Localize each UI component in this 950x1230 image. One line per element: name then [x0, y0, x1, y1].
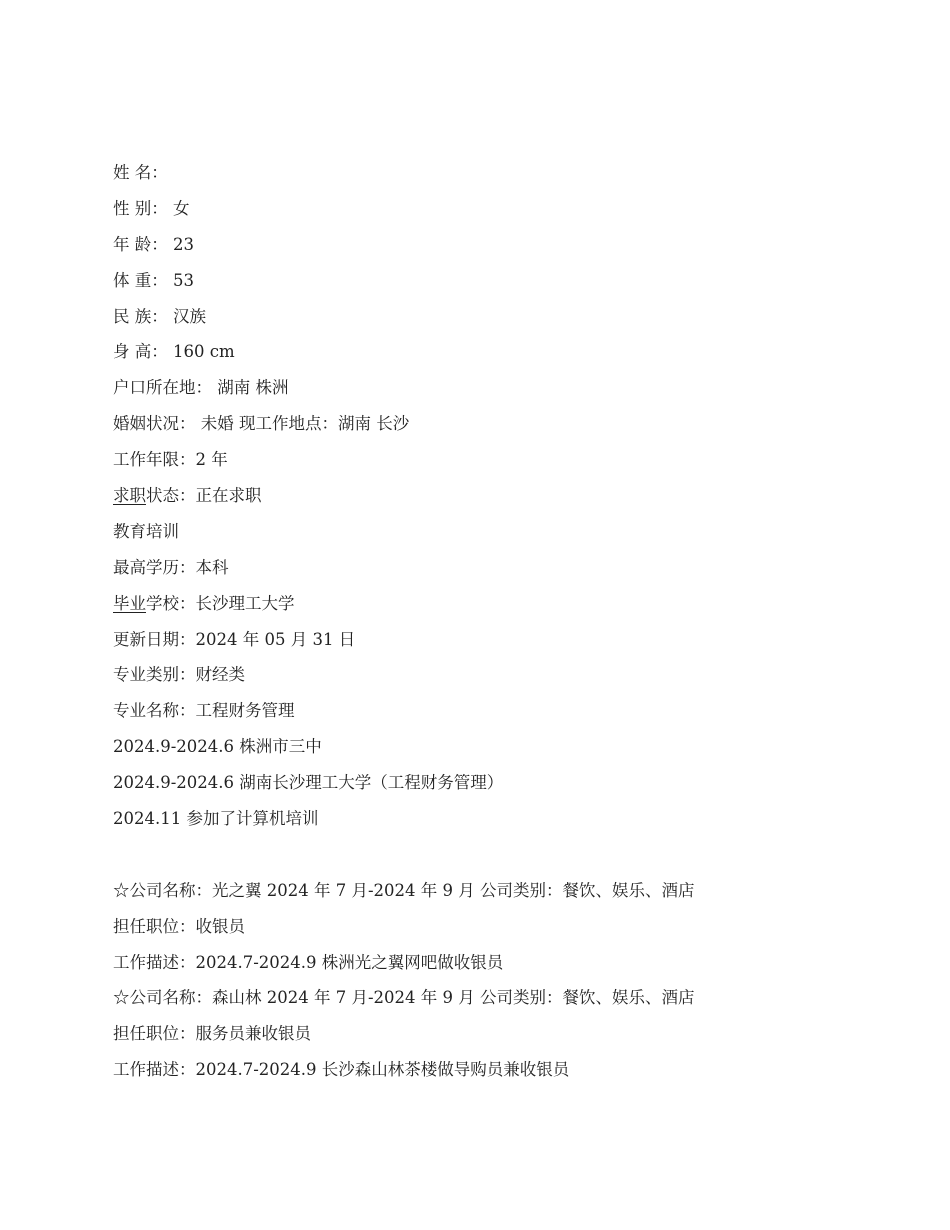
years-value: 2 年 — [195, 450, 228, 470]
status-value: 正在求职 — [195, 486, 262, 506]
status-line — [113, 478, 873, 514]
work-position-value: 收银员 — [195, 916, 245, 936]
age-value: 23 — [173, 234, 194, 254]
major-name-label: 专业名称： — [113, 701, 196, 721]
section-spacer — [113, 837, 873, 873]
status-label: 状态： — [146, 486, 196, 506]
updated-value: 2024 年 05 月 31 日 — [195, 629, 356, 649]
ethnicity-label: 民 族： — [113, 306, 168, 326]
education-history-item: 2024.11 参加了计算机培训 — [113, 809, 319, 829]
gender-value: 女 — [173, 198, 190, 218]
major-category-label: 专业类别： — [113, 665, 196, 685]
work-desc-label: 工作描述： — [113, 1060, 196, 1080]
work-desc-value: 2024.7-2024.9 长沙森山林茶楼做导购员兼收银员 — [195, 1060, 570, 1080]
work-position-value: 服务员兼收银员 — [195, 1024, 311, 1044]
weight-value: 53 — [173, 270, 194, 290]
workplace-value: 湖南 长沙 — [338, 414, 410, 434]
marital-line — [113, 406, 873, 442]
work-position-label: 担任职位： — [113, 916, 196, 936]
workplace-label: 现工作地点： — [239, 414, 338, 434]
height-line — [113, 334, 873, 370]
major-category-line — [113, 657, 873, 693]
weight-label: 体 重： — [113, 270, 168, 290]
major-category-value: 财经类 — [195, 665, 245, 685]
major-name-line — [113, 693, 873, 729]
work-desc-label: 工作描述： — [113, 952, 196, 972]
degree-line — [113, 550, 873, 586]
marital-label: 婚姻状况： — [113, 414, 196, 434]
gender-line — [113, 191, 873, 227]
resume-document — [113, 155, 873, 1088]
marital-value: 未婚 — [200, 414, 234, 434]
education-history-item: 2024.9-2024.6 湖南长沙理工大学（工程财务管理） — [113, 773, 504, 793]
work-company-line: ☆公司名称：森山林 2024 年 7 月-2024 年 9 月 公司类别：餐饮、娱乐、酒店 — [113, 988, 695, 1008]
degree-label: 最高学历： — [113, 557, 196, 577]
age-label: 年 龄： — [113, 234, 168, 254]
education-section-title: 教育培训 — [113, 521, 179, 541]
height-value: 160 cm — [173, 342, 235, 362]
education-history-item: 2024.9-2024.6 株洲市三中 — [113, 737, 322, 757]
degree-value: 本科 — [195, 557, 229, 577]
work-position-line — [113, 1016, 873, 1052]
major-name-value: 工程财务管理 — [195, 701, 295, 721]
status-label-underlined: 求职 — [113, 486, 146, 506]
school-line — [113, 586, 873, 622]
work-position-label: 担任职位： — [113, 1024, 196, 1044]
gender-label: 性 别： — [113, 198, 168, 218]
hukou-value: 湖南 株洲 — [217, 378, 289, 398]
ethnicity-value: 汉族 — [173, 306, 206, 326]
weight-line — [113, 263, 873, 299]
name-line — [113, 155, 873, 191]
ethnicity-line — [113, 299, 873, 335]
school-label-underlined: 毕业 — [113, 593, 146, 613]
years-label: 工作年限： — [113, 450, 196, 470]
hukou-label: 户口所在地： — [113, 378, 212, 398]
work-company-line: ☆公司名称：光之翼 2024 年 7 月-2024 年 9 月 公司类别：餐饮、娱乐、酒店 — [113, 880, 695, 900]
updated-line — [113, 622, 873, 658]
work-desc-line — [113, 1052, 873, 1088]
years-line — [113, 442, 873, 478]
work-desc-value: 2024.7-2024.9 株洲光之翼网吧做收银员 — [195, 952, 504, 972]
updated-label: 更新日期： — [113, 629, 196, 649]
age-line — [113, 227, 873, 263]
work-desc-line — [113, 945, 873, 981]
height-label: 身 高： — [113, 342, 168, 362]
school-label: 学校： — [146, 593, 196, 613]
work-position-line — [113, 909, 873, 945]
name-label: 姓 名： — [113, 163, 168, 182]
school-value: 长沙理工大学 — [195, 593, 295, 613]
hukou-line — [113, 370, 873, 406]
